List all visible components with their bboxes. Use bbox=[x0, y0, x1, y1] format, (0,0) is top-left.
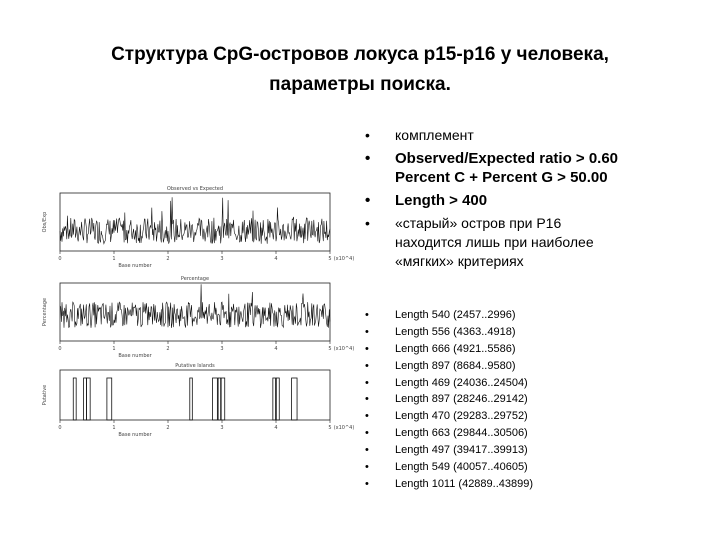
island-text: Length 1011 (42889..43899) bbox=[395, 477, 534, 490]
island-item bbox=[365, 425, 710, 442]
x-scale-note: (x10^4) bbox=[333, 346, 355, 352]
plot-title: Observed vs Expected bbox=[166, 186, 224, 192]
x-tick-label: 3 bbox=[220, 425, 224, 431]
x-tick-label: 1 bbox=[112, 346, 116, 352]
island-bar bbox=[73, 378, 76, 420]
plot-xlabel: Base number bbox=[118, 353, 152, 359]
cpg-plots bbox=[30, 185, 360, 440]
island-text: Length 666 (4921..5586) bbox=[395, 342, 516, 355]
island-item bbox=[365, 459, 710, 476]
island-bar bbox=[218, 378, 221, 420]
title-line-1: Структура CpG-островов локуса p15-p16 у человека, bbox=[111, 44, 609, 65]
x-tick-label: 5 bbox=[328, 346, 332, 352]
bullet-icon: • bbox=[365, 215, 370, 231]
island-bar bbox=[221, 378, 225, 420]
series-line bbox=[60, 284, 330, 328]
param-item-length bbox=[365, 191, 710, 210]
island-item bbox=[365, 442, 710, 459]
x-tick-label: 0 bbox=[58, 425, 62, 431]
plot-ylabel: Putative bbox=[42, 384, 48, 406]
param-line: «мягких» критериях bbox=[395, 253, 524, 269]
bullet-icon: • bbox=[365, 477, 369, 490]
x-tick-label: 5 bbox=[328, 425, 332, 431]
x-tick-label: 1 bbox=[112, 425, 116, 431]
search-parameters-list bbox=[365, 126, 710, 275]
x-scale-note: (x10^4) bbox=[333, 256, 355, 262]
x-tick-label: 1 bbox=[112, 256, 116, 262]
bullet-icon: • bbox=[365, 309, 369, 321]
x-tick-label: 0 bbox=[58, 346, 62, 352]
x-tick-label: 3 bbox=[220, 256, 224, 262]
param-item-old-island bbox=[365, 214, 710, 271]
island-item bbox=[365, 375, 710, 392]
param-line: находится лишь при наиболее bbox=[395, 234, 594, 250]
island-text: Length 470 (29283..29752) bbox=[395, 410, 528, 423]
island-item bbox=[365, 358, 710, 375]
x-tick-label: 0 bbox=[58, 256, 62, 262]
island-item bbox=[365, 408, 710, 425]
cpg-plots-svg bbox=[30, 185, 360, 440]
island-bar bbox=[84, 378, 87, 420]
bullet-icon: • bbox=[365, 376, 369, 389]
island-bar bbox=[107, 378, 112, 420]
x-tick-label: 2 bbox=[166, 346, 170, 352]
plot-title: Percentage bbox=[180, 276, 210, 282]
plot-title: Putative Islands bbox=[175, 363, 215, 369]
island-bar bbox=[276, 378, 279, 420]
island-text: Length 540 (2457..2996) bbox=[395, 309, 516, 321]
x-tick-label: 4 bbox=[274, 256, 278, 262]
param-line: Length > 400 bbox=[395, 192, 488, 209]
bullet-icon: • bbox=[365, 410, 369, 423]
island-item bbox=[365, 324, 710, 341]
series-line bbox=[60, 197, 330, 244]
island-text: Length 549 (40057..40605) bbox=[395, 461, 528, 474]
bullet-icon: • bbox=[365, 444, 369, 457]
plot-frame bbox=[60, 370, 330, 420]
x-tick-label: 2 bbox=[166, 425, 170, 431]
plot-xlabel: Base number bbox=[118, 432, 152, 438]
plot-ylabel: Percentage bbox=[42, 297, 48, 327]
bullet-icon: • bbox=[365, 192, 371, 209]
island-bar bbox=[87, 378, 91, 420]
param-line: Percent C + Percent G > 50.00 bbox=[395, 169, 608, 186]
bullet-icon: • bbox=[365, 359, 369, 372]
param-line: комплемент bbox=[395, 127, 474, 143]
island-text: Length 897 (28246..29142) bbox=[395, 393, 528, 406]
island-item bbox=[365, 341, 710, 358]
island-bar bbox=[190, 378, 193, 420]
island-text: Length 497 (39417..39913) bbox=[395, 444, 528, 457]
island-item bbox=[365, 307, 710, 324]
bullet-icon: • bbox=[365, 393, 369, 406]
island-text: Length 663 (29844..30506) bbox=[395, 427, 528, 440]
plot-xlabel: Base number bbox=[118, 263, 152, 269]
x-tick-label: 4 bbox=[274, 425, 278, 431]
island-item bbox=[365, 476, 710, 493]
bullet-icon: • bbox=[365, 342, 369, 355]
bullet-icon: • bbox=[365, 127, 370, 143]
island-bar bbox=[213, 378, 218, 420]
island-text: Length 897 (8684..9580) bbox=[395, 359, 516, 372]
bullet-icon: • bbox=[365, 461, 369, 474]
param-item-ratio bbox=[365, 149, 710, 187]
bullet-icon: • bbox=[365, 325, 369, 338]
bullet-icon: • bbox=[365, 150, 371, 167]
island-list bbox=[365, 307, 710, 493]
island-bar bbox=[292, 378, 297, 420]
param-item-complement bbox=[365, 126, 710, 145]
island-text: Length 556 (4363..4918) bbox=[395, 325, 516, 338]
island-item bbox=[365, 391, 710, 408]
bullet-icon: • bbox=[365, 427, 369, 440]
param-line: «старый» остров при P16 bbox=[395, 215, 562, 231]
x-tick-label: 2 bbox=[166, 256, 170, 262]
island-bar bbox=[273, 378, 276, 420]
x-tick-label: 3 bbox=[220, 346, 224, 352]
title-line-2: параметры поиска. bbox=[269, 74, 451, 95]
plot-ylabel: Obs/Exp bbox=[42, 211, 48, 233]
x-scale-note: (x10^4) bbox=[333, 425, 355, 431]
slide-title bbox=[0, 40, 720, 100]
param-line: Observed/Expected ratio > 0.60 bbox=[395, 150, 619, 167]
island-text: Length 469 (24036..24504) bbox=[395, 376, 528, 389]
x-tick-label: 4 bbox=[274, 346, 278, 352]
x-tick-label: 5 bbox=[328, 256, 332, 262]
